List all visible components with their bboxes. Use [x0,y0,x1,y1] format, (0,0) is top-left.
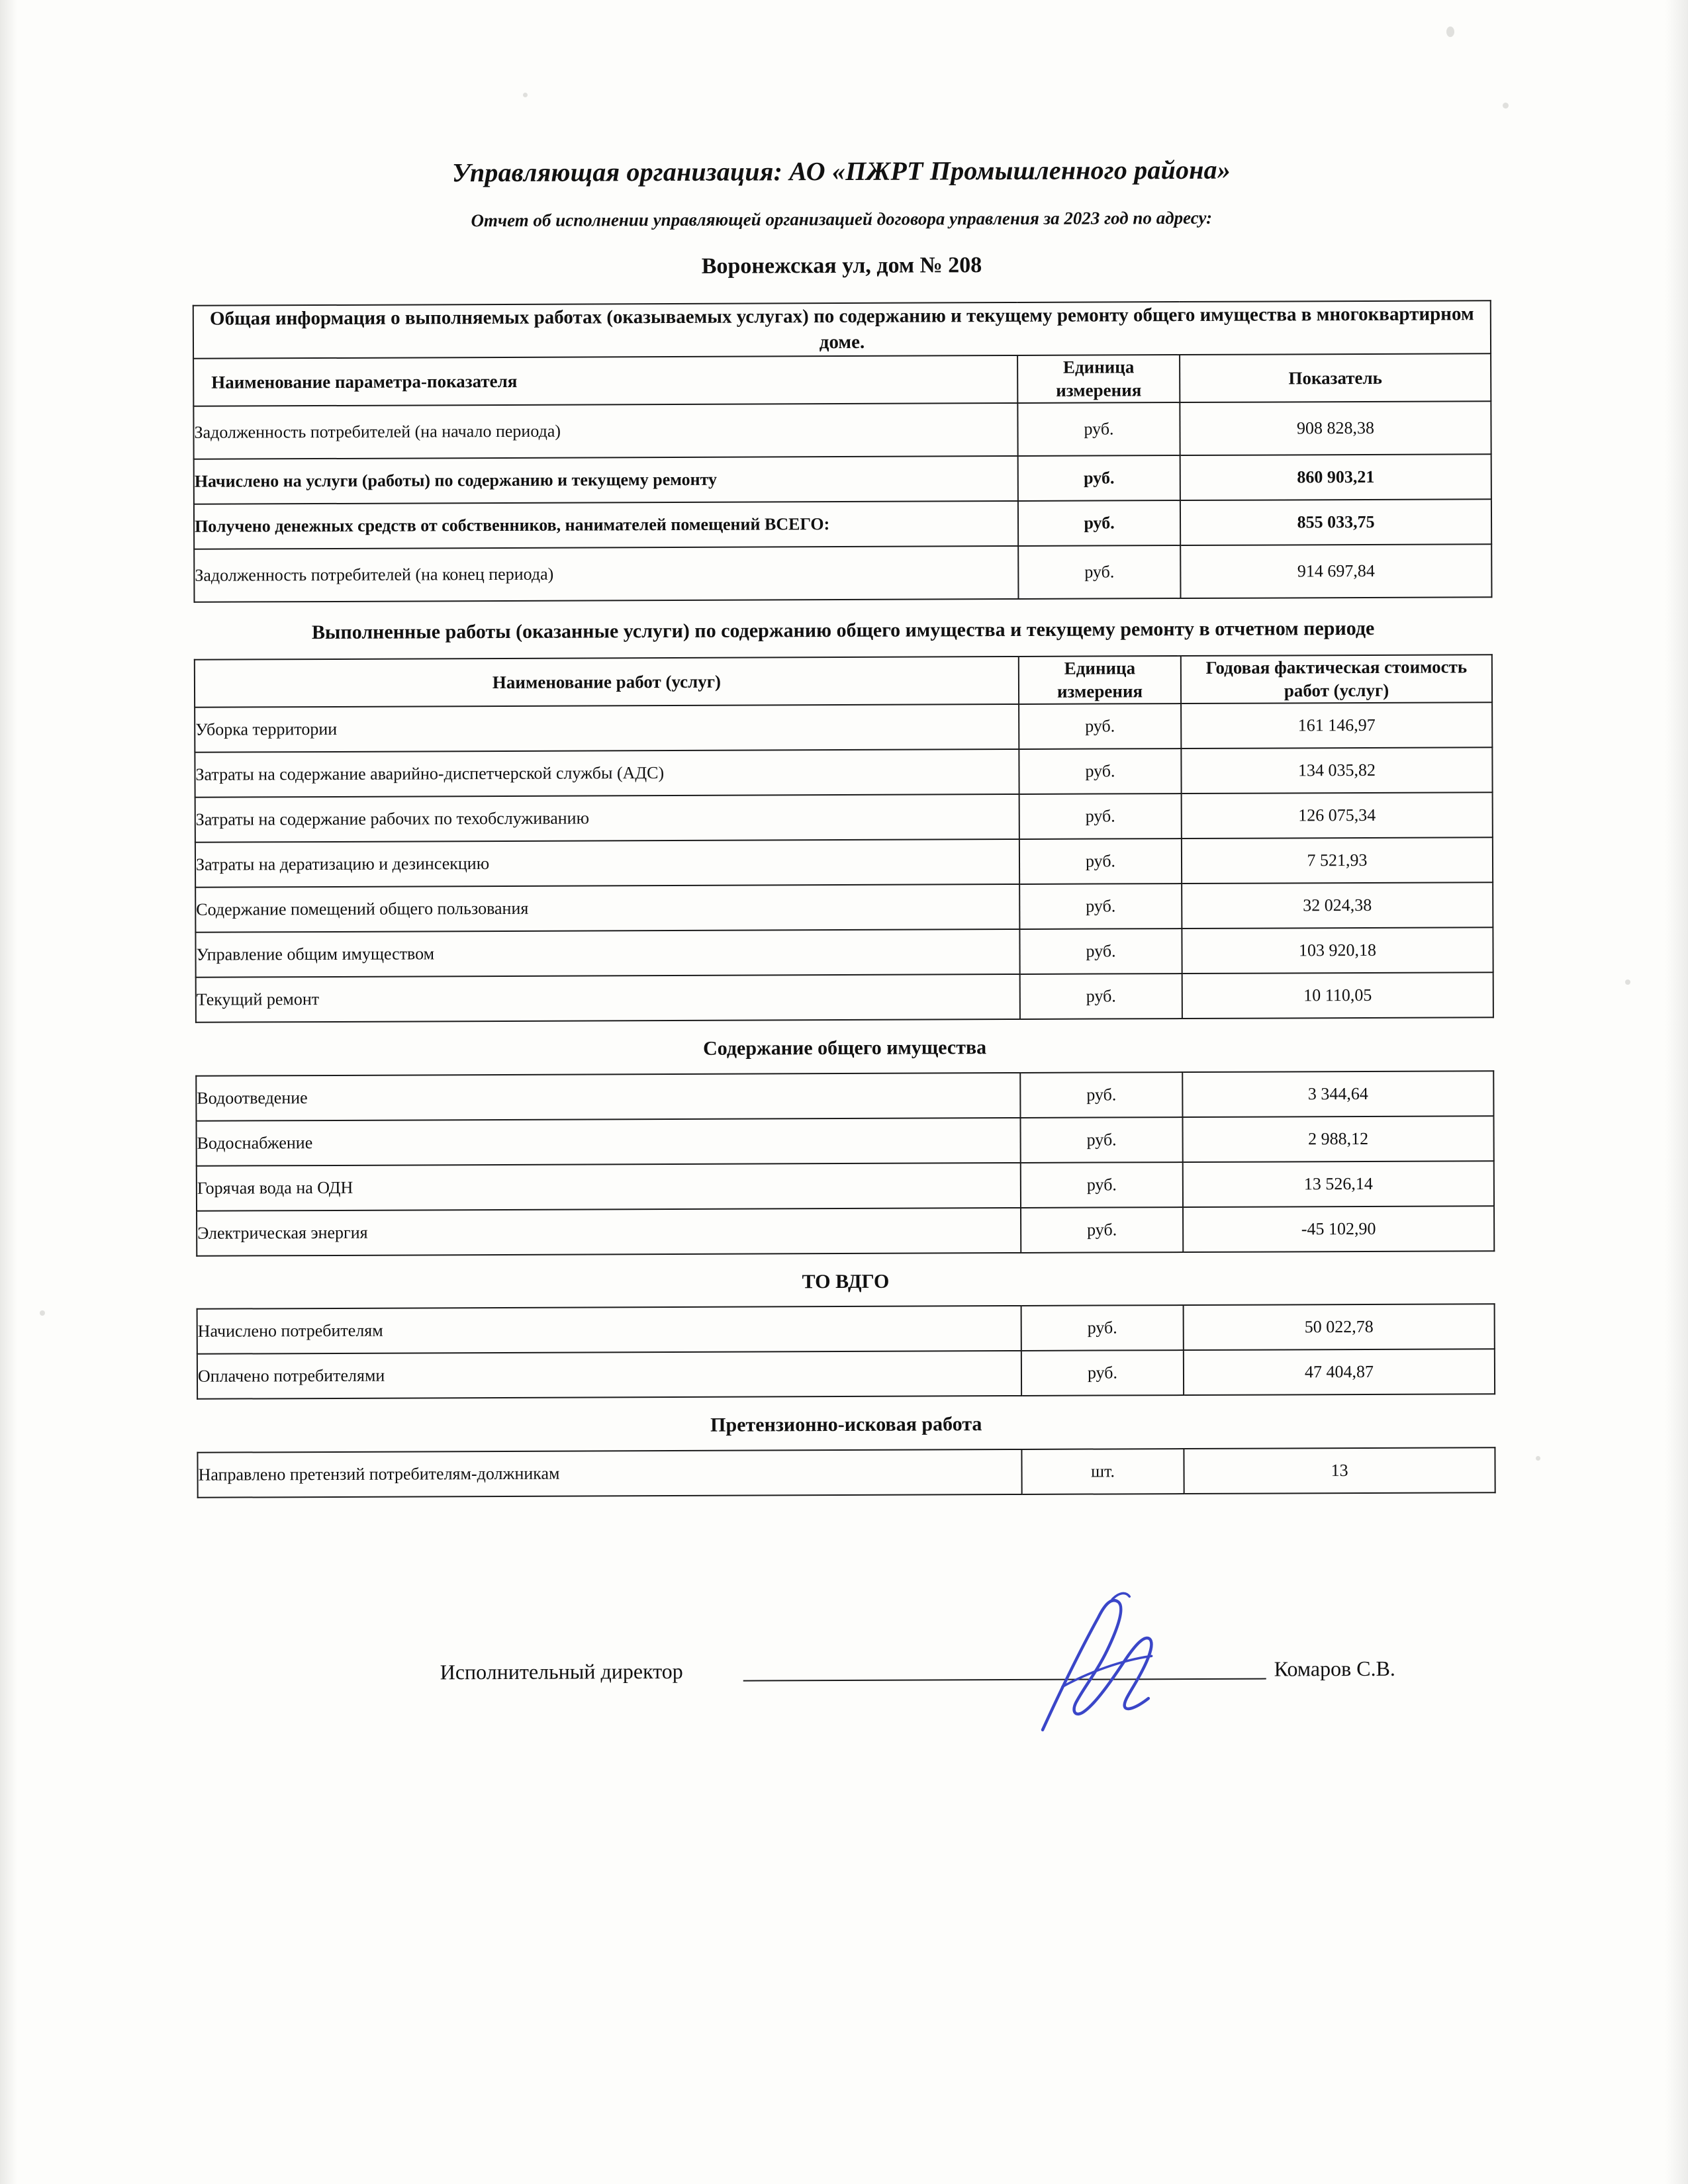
column-header-unit: Единица измерения [1017,355,1180,403]
row-unit: руб. [1021,1305,1184,1351]
row-value: 7 521,93 [1182,837,1493,884]
table-row [197,1161,1494,1211]
row-unit: руб. [1019,794,1182,839]
row-value: 2 988,12 [1182,1116,1493,1162]
common-property-table [195,1070,1495,1257]
handwritten-signature-icon [982,1586,1221,1739]
table-row [195,927,1493,978]
row-value: 161 146,97 [1181,702,1492,749]
row-label: Водоотведение [196,1073,1020,1121]
row-unit: руб. [1018,546,1180,600]
row-value: 50 022,78 [1184,1304,1495,1350]
row-unit: шт. [1021,1449,1184,1494]
table-row [197,1116,1494,1166]
column-header-unit: Единица измерения [1019,656,1181,704]
row-label: Затраты на содержание аварийно-диспетчерской службы (АДС) [195,749,1019,797]
section4-title: ТО ВДГО [802,1270,890,1293]
table-row [196,1071,1493,1121]
row-label: Затраты на дератизацию и дезинсекцию [195,839,1019,887]
row-label: Содержание помещений общего пользования [195,884,1019,933]
row-unit: руб. [1018,501,1180,547]
row-value: 13 [1184,1447,1495,1494]
table-row [195,837,1493,887]
row-unit: руб. [1021,1162,1183,1208]
row-label: Управление общим имуществом [195,929,1019,978]
row-value: 10 110,05 [1182,972,1493,1019]
row-value: 914 697,84 [1180,545,1491,599]
row-label: Задолженность потребителей (на начало периода) [193,403,1017,459]
column-header-name: Наименование работ (услуг) [195,657,1019,707]
row-label: Затраты на содержание рабочих по техобслуживанию [195,794,1019,842]
table-header-row [193,354,1491,407]
row-unit: руб. [1019,929,1182,974]
row-unit: руб. [1019,749,1181,794]
table-row [195,747,1492,797]
table-header-row [195,655,1492,707]
row-unit: руб. [1021,1350,1184,1396]
column-header-value: Годовая фактическая стоимость работ (услуг) [1181,655,1492,704]
row-unit: руб. [1020,1072,1182,1118]
row-label: Водоснабжение [197,1118,1021,1166]
section2-title: Выполненные работы (оказанные услуги) по содержанию общего имущества и текущему ремонту в отчетном периоде [311,617,1375,644]
row-label: Начислено на услуги (работы) по содержанию и текущему ремонту [194,456,1018,504]
row-label: Уборка территории [195,704,1019,752]
row-unit: руб. [1019,704,1181,749]
row-label: Электрическая энергия [197,1208,1021,1256]
row-value: -45 102,90 [1183,1206,1494,1252]
row-value: 103 920,18 [1182,927,1493,974]
row-label: Начислено потребителям [197,1306,1021,1354]
row-label: Оплачено потребителями [197,1351,1021,1399]
table-row [197,1349,1495,1399]
report-address: Воронежская ул, дом № 208 [701,253,982,279]
row-value: 134 035,82 [1181,747,1492,794]
row-unit: руб. [1021,1207,1183,1253]
table-row [195,702,1492,752]
row-label: Получено денежных средств от собственников, нанимателей помещений ВСЕГО: [194,501,1018,549]
table-row [194,455,1491,505]
general-info-table [193,300,1493,603]
organization-title: Управляющая организация: АО «ПЖРТ Промышленного района» [451,154,1231,188]
signature-name: Комаров С.В. [1274,1656,1395,1681]
table-row [195,792,1493,842]
row-label: Горячая вода на ОДН [197,1163,1021,1211]
row-unit: руб. [1019,884,1182,929]
row-label: Задолженность потребителей (на конец периода) [194,546,1018,602]
signature-block [3,1592,1688,1724]
row-value: 126 075,34 [1182,792,1493,839]
signature-role: Исполнительный директор [440,1659,683,1684]
row-value: 908 828,38 [1180,402,1491,456]
row-unit: руб. [1019,839,1182,884]
table-row [194,500,1491,550]
table-row [194,545,1491,603]
row-value: 47 404,87 [1184,1349,1495,1395]
performed-works-table [194,654,1494,1023]
row-value: 13 526,14 [1183,1161,1494,1207]
row-unit: руб. [1018,456,1180,502]
section5-title: Претензионно-исковая работа [710,1413,982,1436]
row-value: 3 344,64 [1182,1071,1493,1117]
table-row [197,1447,1495,1498]
row-unit: руб. [1020,1117,1182,1163]
row-value: 855 033,75 [1180,500,1491,546]
section1-title: Общая информация о выполняемых работах (оказываемых услугах) по содержанию и текущему ремонту общего имущества в многоквартирном доме. [193,300,1491,359]
table-row [196,972,1493,1023]
table-row [197,1206,1494,1256]
column-header-name: Наименование параметра-показателя [193,355,1017,406]
report-subtitle: Отчет об исполнении управляющей организацией договора управления за 2023 год по адресу: [471,207,1213,231]
table-row [193,402,1491,460]
row-value: 860 903,21 [1180,455,1491,501]
table-row [195,882,1493,933]
claims-table [197,1447,1495,1498]
table-title-row [193,300,1491,359]
row-unit: руб. [1020,974,1182,1019]
section3-title: Содержание общего имущества [702,1036,987,1060]
row-label: Направлено претензий потребителям-должникам [197,1449,1021,1498]
row-label: Текущий ремонт [196,974,1020,1023]
row-value: 32 024,38 [1182,882,1493,929]
table-row [197,1304,1495,1354]
vdgo-table [197,1303,1496,1400]
row-unit: руб. [1017,403,1180,457]
column-header-value: Показатель [1180,354,1491,403]
